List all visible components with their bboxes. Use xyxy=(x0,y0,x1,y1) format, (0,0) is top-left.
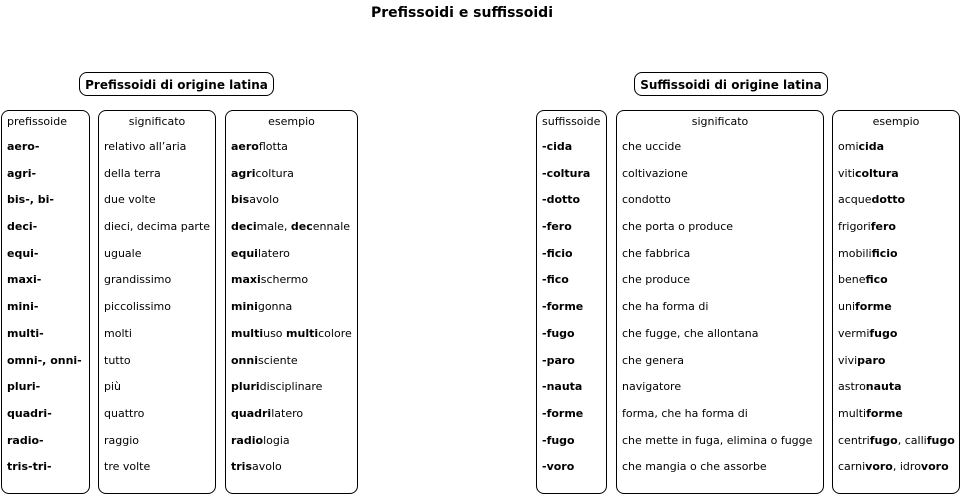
prefix-meaning-list xyxy=(104,139,213,486)
left-term-item: multi- xyxy=(7,326,44,340)
left-example-item xyxy=(231,326,355,353)
example-bold-part: multi xyxy=(231,326,264,340)
example-bold-part: maxi xyxy=(231,273,261,287)
right-meaning-item: navigatore xyxy=(622,380,682,394)
example-plain-part: carni xyxy=(838,460,866,474)
right-term-item: -voro xyxy=(542,460,575,474)
right-term-item: -dotto xyxy=(542,193,581,207)
prefix-term-header: prefissoide xyxy=(7,115,67,128)
left-example-item xyxy=(231,406,355,433)
right-meaning-item: che produce xyxy=(622,273,691,287)
right-example-item xyxy=(838,406,957,433)
example-plain-part: flotta xyxy=(258,140,288,153)
example-bold-part: forme xyxy=(866,406,903,420)
example-plain-part: , idro xyxy=(892,460,921,474)
left-meaning-item: tre volte xyxy=(104,460,151,474)
example-plain-part: acque xyxy=(838,193,872,207)
left-example-item xyxy=(231,379,355,406)
example-bold-part: voro xyxy=(865,460,893,474)
right-example-item xyxy=(838,192,957,219)
right-example-item xyxy=(838,326,957,353)
right-term-item: -cida xyxy=(542,140,573,153)
prefix-term-list xyxy=(7,139,87,486)
left-meaning-item: tutto xyxy=(104,353,131,367)
example-plain-part: avolo xyxy=(252,460,282,474)
example-plain-part: , calli xyxy=(897,433,927,447)
left-term-item: tris-tri- xyxy=(7,460,52,474)
right-example-item xyxy=(838,353,957,380)
example-bold-part: quadri xyxy=(231,406,272,420)
left-term-item: aero- xyxy=(7,140,40,153)
right-example-item xyxy=(838,246,957,273)
right-example-item xyxy=(838,166,957,193)
example-bold-part: fico xyxy=(865,273,888,287)
example-plain-part: sciente xyxy=(258,353,298,367)
left-term-item: quadri- xyxy=(7,406,52,420)
right-term-item: -forme xyxy=(542,406,584,420)
page-title: Prefissoidi e suffissoidi xyxy=(371,5,553,21)
example-bold-part: fero xyxy=(870,220,896,234)
prefix-term-column xyxy=(1,110,90,494)
left-example-item xyxy=(231,353,355,380)
example-bold-part: dec xyxy=(290,220,313,234)
example-plain-part: uso xyxy=(263,326,287,340)
example-plain-part: colore xyxy=(318,326,352,340)
example-plain-part: viti xyxy=(838,166,855,180)
right-term-item: -ficio xyxy=(542,246,573,260)
right-meaning-item: forma, che ha forma di xyxy=(622,406,748,420)
prefix-example-list xyxy=(231,139,355,486)
right-term-item: -paro xyxy=(542,353,575,367)
left-meaning-item: quattro xyxy=(104,406,145,420)
example-plain-part: latero xyxy=(271,406,304,420)
left-term-item: equi- xyxy=(7,246,39,260)
example-plain-part: disciplinare xyxy=(259,380,323,394)
right-meaning-item: che mangia o che assorbe xyxy=(622,460,767,474)
right-example-item xyxy=(838,433,957,460)
left-meaning-item: dieci, decima parte xyxy=(104,220,211,234)
left-example-item xyxy=(231,272,355,299)
left-meaning-item: molti xyxy=(104,326,132,340)
suffix-meaning-header: significato xyxy=(691,115,749,128)
left-meaning-item: più xyxy=(104,380,122,394)
example-bold-part: mini xyxy=(231,300,258,314)
left-term-item: agri- xyxy=(7,166,37,180)
right-meaning-item: che fabbrica xyxy=(622,246,691,260)
right-example-item xyxy=(838,379,957,406)
example-plain-part: mobili xyxy=(838,246,872,260)
suffixes-section-title: Suffissoidi di origine latina xyxy=(634,72,828,96)
example-plain-part: multi xyxy=(838,406,867,420)
right-term-item: -fugo xyxy=(542,433,575,447)
example-bold-part: bis xyxy=(231,193,250,207)
suffix-term-header: suffissoide xyxy=(542,115,601,128)
left-meaning-item: piccolissimo xyxy=(104,300,171,314)
example-plain-part: ennale xyxy=(312,220,351,234)
left-example-item xyxy=(231,433,355,460)
left-term-item: bis-, bi- xyxy=(7,193,54,207)
left-meaning-item: due volte xyxy=(104,193,156,207)
example-plain-part: astro xyxy=(838,380,866,394)
example-plain-part: schermo xyxy=(260,273,309,287)
example-bold-part: radio xyxy=(231,433,264,447)
right-meaning-item: che uccide xyxy=(622,140,682,153)
example-bold-part: agri xyxy=(231,166,256,180)
example-bold-part: aero xyxy=(231,140,259,153)
example-plain-part: logia xyxy=(263,433,290,447)
right-meaning-item: condotto xyxy=(622,193,671,207)
left-example-item xyxy=(231,299,355,326)
example-bold-part: nauta xyxy=(865,380,902,394)
suffix-example-header: esempio xyxy=(872,115,920,128)
example-bold-part: ficio xyxy=(871,246,898,260)
example-bold-part: cida xyxy=(858,140,885,153)
example-plain-part: vermi xyxy=(838,326,870,340)
right-term-item: -coltura xyxy=(542,166,591,180)
example-plain-part: vivi xyxy=(838,353,858,367)
left-example-item xyxy=(231,219,355,246)
left-meaning-item: grandissimo xyxy=(104,273,172,287)
example-bold-part: fugo xyxy=(926,433,955,447)
right-term-item: -fico xyxy=(542,273,569,287)
suffix-meaning-column xyxy=(616,110,824,494)
left-example-item xyxy=(231,459,355,486)
left-meaning-item: uguale xyxy=(104,246,142,260)
right-example-item xyxy=(838,219,957,246)
example-plain-part: omi xyxy=(838,140,859,153)
right-meaning-item: che fugge, che allontana xyxy=(622,326,759,340)
right-meaning-item: che ha forma di xyxy=(622,300,709,314)
left-term-item: deci- xyxy=(7,220,38,234)
left-meaning-item: della terra xyxy=(104,166,161,180)
left-example-item xyxy=(231,166,355,193)
example-plain-part: gonna xyxy=(257,300,293,314)
right-example-item xyxy=(838,272,957,299)
right-example-item xyxy=(838,459,957,486)
left-meaning-item: raggio xyxy=(104,433,140,447)
example-plain-part: male, xyxy=(256,220,291,234)
prefix-meaning-column xyxy=(98,110,216,494)
left-example-item xyxy=(231,192,355,219)
example-plain-part: uni xyxy=(838,300,855,314)
prefix-meaning-header: significato xyxy=(128,115,186,128)
example-plain-part: bene xyxy=(838,273,866,287)
right-term-item: -fugo xyxy=(542,326,575,340)
suffix-term-column xyxy=(536,110,607,494)
example-bold-part: forme xyxy=(855,300,892,314)
example-bold-part: paro xyxy=(857,353,886,367)
example-bold-part: coltura xyxy=(854,166,899,180)
suffix-term-list xyxy=(542,139,604,486)
right-term-item: -nauta xyxy=(542,380,583,394)
right-meaning-item: che genera xyxy=(622,353,685,367)
example-plain-part: latero xyxy=(257,246,290,260)
suffix-example-list xyxy=(838,139,957,486)
right-example-item xyxy=(838,299,957,326)
left-example-item xyxy=(231,246,355,273)
example-plain-part: coltura xyxy=(255,166,294,180)
example-bold-part: dotto xyxy=(871,193,906,207)
example-bold-part: fugo xyxy=(869,326,898,340)
example-plain-part: avolo xyxy=(249,193,279,207)
left-example-item xyxy=(231,139,355,166)
example-bold-part: equi xyxy=(231,246,258,260)
suffix-meaning-list xyxy=(622,139,821,486)
right-example-item xyxy=(838,139,957,166)
right-meaning-item: che mette in fuga, elimina o fugge xyxy=(622,433,813,447)
example-bold-part: tris xyxy=(231,460,253,474)
left-term-item: mini- xyxy=(7,300,39,314)
left-term-item: radio- xyxy=(7,433,44,447)
right-meaning-item: coltivazione xyxy=(622,166,688,180)
right-term-item: -forme xyxy=(542,300,584,314)
left-term-item: maxi- xyxy=(7,273,42,287)
suffix-example-column xyxy=(832,110,960,494)
right-meaning-item: che porta o produce xyxy=(622,220,734,234)
prefixes-section-title: Prefissoidi di origine latina xyxy=(79,72,274,96)
prefix-example-column xyxy=(225,110,358,494)
example-bold-part: onni xyxy=(231,353,258,367)
left-term-item: pluri- xyxy=(7,380,41,394)
example-plain-part: frigori xyxy=(838,220,871,234)
example-bold-part: pluri xyxy=(231,380,260,394)
right-term-item: -fero xyxy=(542,220,572,234)
example-bold-part: voro xyxy=(920,460,949,474)
example-bold-part: fugo xyxy=(869,433,898,447)
example-plain-part: centri xyxy=(838,433,870,447)
prefix-example-header: esempio xyxy=(268,115,315,128)
example-bold-part: multi xyxy=(286,326,319,340)
example-bold-part: deci xyxy=(231,220,257,234)
left-meaning-item: relativo all’aria xyxy=(104,140,187,153)
left-term-item: omni-, onni- xyxy=(7,353,82,367)
